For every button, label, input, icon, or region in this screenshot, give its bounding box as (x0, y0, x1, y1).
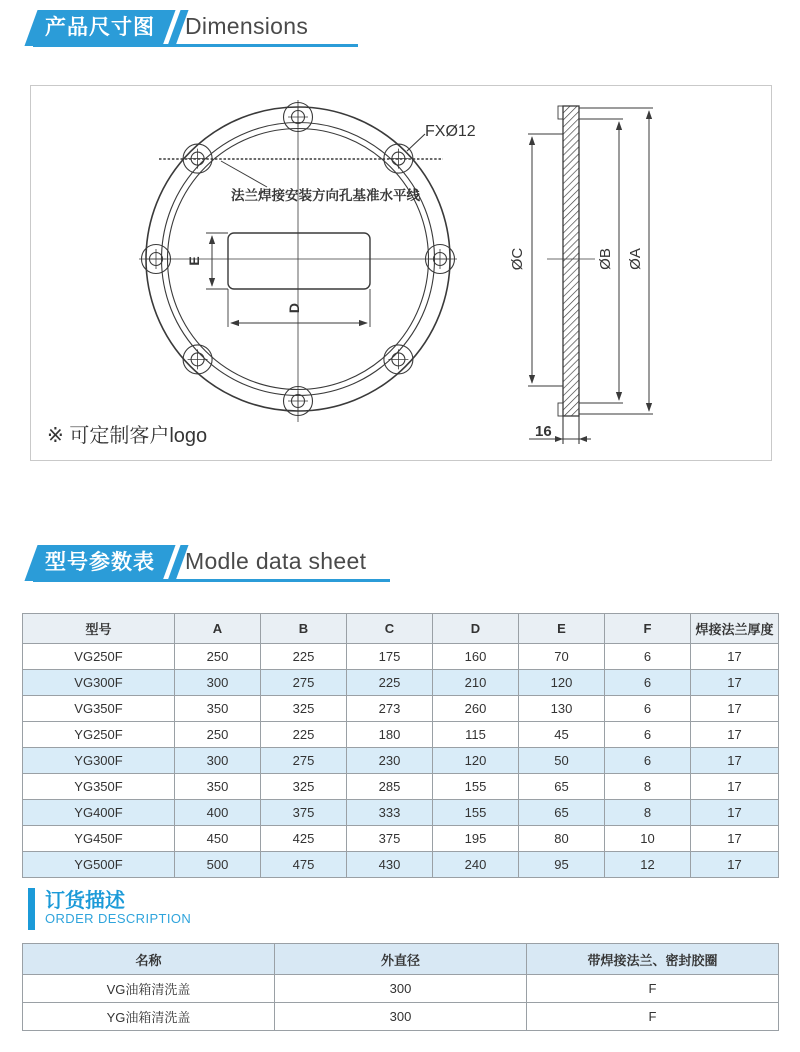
value-cell: 230 (347, 748, 433, 774)
order-section-accent-bar (28, 888, 35, 930)
table-row (23, 774, 779, 800)
column-header-6: F (605, 614, 691, 644)
row-label-cell: VG油箱清洗盖 (23, 975, 275, 1003)
annotation-leader (221, 161, 267, 187)
value-cell: 160 (433, 644, 519, 670)
value-cell: 115 (433, 722, 519, 748)
value-cell: 95 (519, 852, 605, 878)
order-description-table (22, 943, 779, 1031)
row-label-cell: VG350F (23, 696, 175, 722)
row-label-cell: YG350F (23, 774, 175, 800)
row-label-cell: YG400F (23, 800, 175, 826)
section-underline (33, 579, 390, 582)
value-cell: 500 (175, 852, 261, 878)
value-cell: 325 (261, 774, 347, 800)
value-cell: 17 (691, 644, 779, 670)
row-label-cell: YG300F (23, 748, 175, 774)
value-cell: 275 (261, 748, 347, 774)
section-title-zh: 型号参数表 (45, 551, 155, 574)
value-cell: 225 (261, 644, 347, 670)
table-row (23, 826, 779, 852)
column-header-1: A (175, 614, 261, 644)
column-header-0: 名称 (23, 944, 275, 975)
column-header-2: 带焊接法兰、密封胶圈 (527, 944, 779, 975)
value-cell: 17 (691, 826, 779, 852)
dim-e-label: E (186, 256, 202, 266)
value-cell: 65 (519, 774, 605, 800)
handhole-rect (228, 233, 370, 289)
value-cell: 300 (175, 748, 261, 774)
row-label-cell: VG250F (23, 644, 175, 670)
value-cell: 273 (347, 696, 433, 722)
model-parameter-table (22, 613, 779, 878)
dia-c-label: ØC (509, 247, 526, 271)
value-cell: 333 (347, 800, 433, 826)
logo-customization-note: ※ 可定制客户logo (47, 425, 208, 447)
value-cell: 65 (519, 800, 605, 826)
value-cell: 240 (433, 852, 519, 878)
column-header-5: E (519, 614, 605, 644)
technical-drawing (31, 86, 771, 460)
table-header-row (23, 614, 779, 644)
table-row (23, 696, 779, 722)
table-row (23, 722, 779, 748)
value-cell: 17 (691, 696, 779, 722)
value-cell: F (527, 1003, 779, 1031)
value-cell: 120 (519, 670, 605, 696)
column-header-0: 型号 (23, 614, 175, 644)
table-header-row (23, 944, 779, 975)
section-title-zh: 产品尺寸图 (45, 16, 155, 39)
dimension-e (186, 233, 228, 289)
hole-callout-label: FXØ12 (425, 123, 476, 140)
value-cell: 225 (261, 722, 347, 748)
value-cell: 8 (605, 774, 691, 800)
column-header-2: B (261, 614, 347, 644)
value-cell: 450 (175, 826, 261, 852)
section-header-dimensions (0, 0, 800, 52)
row-label-cell: YG油箱清洗盖 (23, 1003, 275, 1031)
value-cell: 155 (433, 774, 519, 800)
value-cell: 6 (605, 670, 691, 696)
table-row (23, 748, 779, 774)
dimension-thickness (529, 423, 591, 442)
value-cell: 80 (519, 826, 605, 852)
value-cell: 12 (605, 852, 691, 878)
value-cell: 430 (347, 852, 433, 878)
value-cell: 350 (175, 774, 261, 800)
value-cell: 6 (605, 696, 691, 722)
dimension-d (228, 289, 370, 327)
value-cell: 400 (175, 800, 261, 826)
thickness-label: 16 (535, 423, 552, 440)
table-row (23, 852, 779, 878)
dimension-dia-c (509, 134, 563, 386)
row-label-cell: YG500F (23, 852, 175, 878)
hole-callout-leader (407, 134, 425, 151)
row-label-cell: YG450F (23, 826, 175, 852)
value-cell: 195 (433, 826, 519, 852)
dim-d-label: D (286, 302, 302, 314)
value-cell: 6 (605, 722, 691, 748)
value-cell: 225 (347, 670, 433, 696)
column-header-7: 焊接法兰厚度 (691, 614, 779, 644)
value-cell: 250 (175, 644, 261, 670)
value-cell: 275 (261, 670, 347, 696)
dia-b-label: ØB (597, 248, 614, 270)
dimension-drawing-panel (30, 85, 772, 461)
dia-a-label: ØA (627, 248, 644, 270)
value-cell: 17 (691, 774, 779, 800)
value-cell: 350 (175, 696, 261, 722)
value-cell: 130 (519, 696, 605, 722)
table-row (23, 1003, 779, 1031)
front-view (139, 100, 476, 422)
section-title-en: Dimensions (185, 13, 309, 39)
value-cell: 180 (347, 722, 433, 748)
value-cell: 120 (433, 748, 519, 774)
value-cell: 285 (347, 774, 433, 800)
value-cell: 10 (605, 826, 691, 852)
table-row (23, 800, 779, 826)
dimension-dia-b (579, 119, 623, 403)
value-cell: 325 (261, 696, 347, 722)
value-cell: F (527, 975, 779, 1003)
value-cell: 70 (519, 644, 605, 670)
column-header-1: 外直径 (275, 944, 527, 975)
reference-line-annotation: 法兰焊接安装方向孔基准水平线 (231, 188, 420, 203)
value-cell: 17 (691, 800, 779, 826)
section-underline (33, 44, 358, 47)
value-cell: 8 (605, 800, 691, 826)
value-cell: 17 (691, 852, 779, 878)
value-cell: 175 (347, 644, 433, 670)
value-cell: 17 (691, 722, 779, 748)
column-header-4: D (433, 614, 519, 644)
value-cell: 300 (275, 975, 527, 1003)
row-label-cell: YG250F (23, 722, 175, 748)
value-cell: 475 (261, 852, 347, 878)
column-header-3: C (347, 614, 433, 644)
flange-section-plate (563, 106, 579, 416)
table-row (23, 644, 779, 670)
side-section-view (509, 106, 653, 444)
value-cell: 17 (691, 748, 779, 774)
table-row (23, 975, 779, 1003)
value-cell: 50 (519, 748, 605, 774)
row-label-cell: VG300F (23, 670, 175, 696)
value-cell: 375 (347, 826, 433, 852)
value-cell: 6 (605, 748, 691, 774)
value-cell: 250 (175, 722, 261, 748)
order-section-title: 订货描述 (45, 890, 125, 912)
section-title-en: Modle data sheet (185, 548, 367, 574)
dimension-dia-a (579, 108, 653, 414)
value-cell: 260 (433, 696, 519, 722)
value-cell: 17 (691, 670, 779, 696)
value-cell: 300 (275, 1003, 527, 1031)
value-cell: 6 (605, 644, 691, 670)
table-row (23, 670, 779, 696)
value-cell: 210 (433, 670, 519, 696)
value-cell: 375 (261, 800, 347, 826)
value-cell: 425 (261, 826, 347, 852)
value-cell: 45 (519, 722, 605, 748)
value-cell: 300 (175, 670, 261, 696)
value-cell: 155 (433, 800, 519, 826)
section-header-datasheet (0, 535, 800, 587)
order-section-subtitle: ORDER DESCRIPTION (45, 911, 192, 926)
